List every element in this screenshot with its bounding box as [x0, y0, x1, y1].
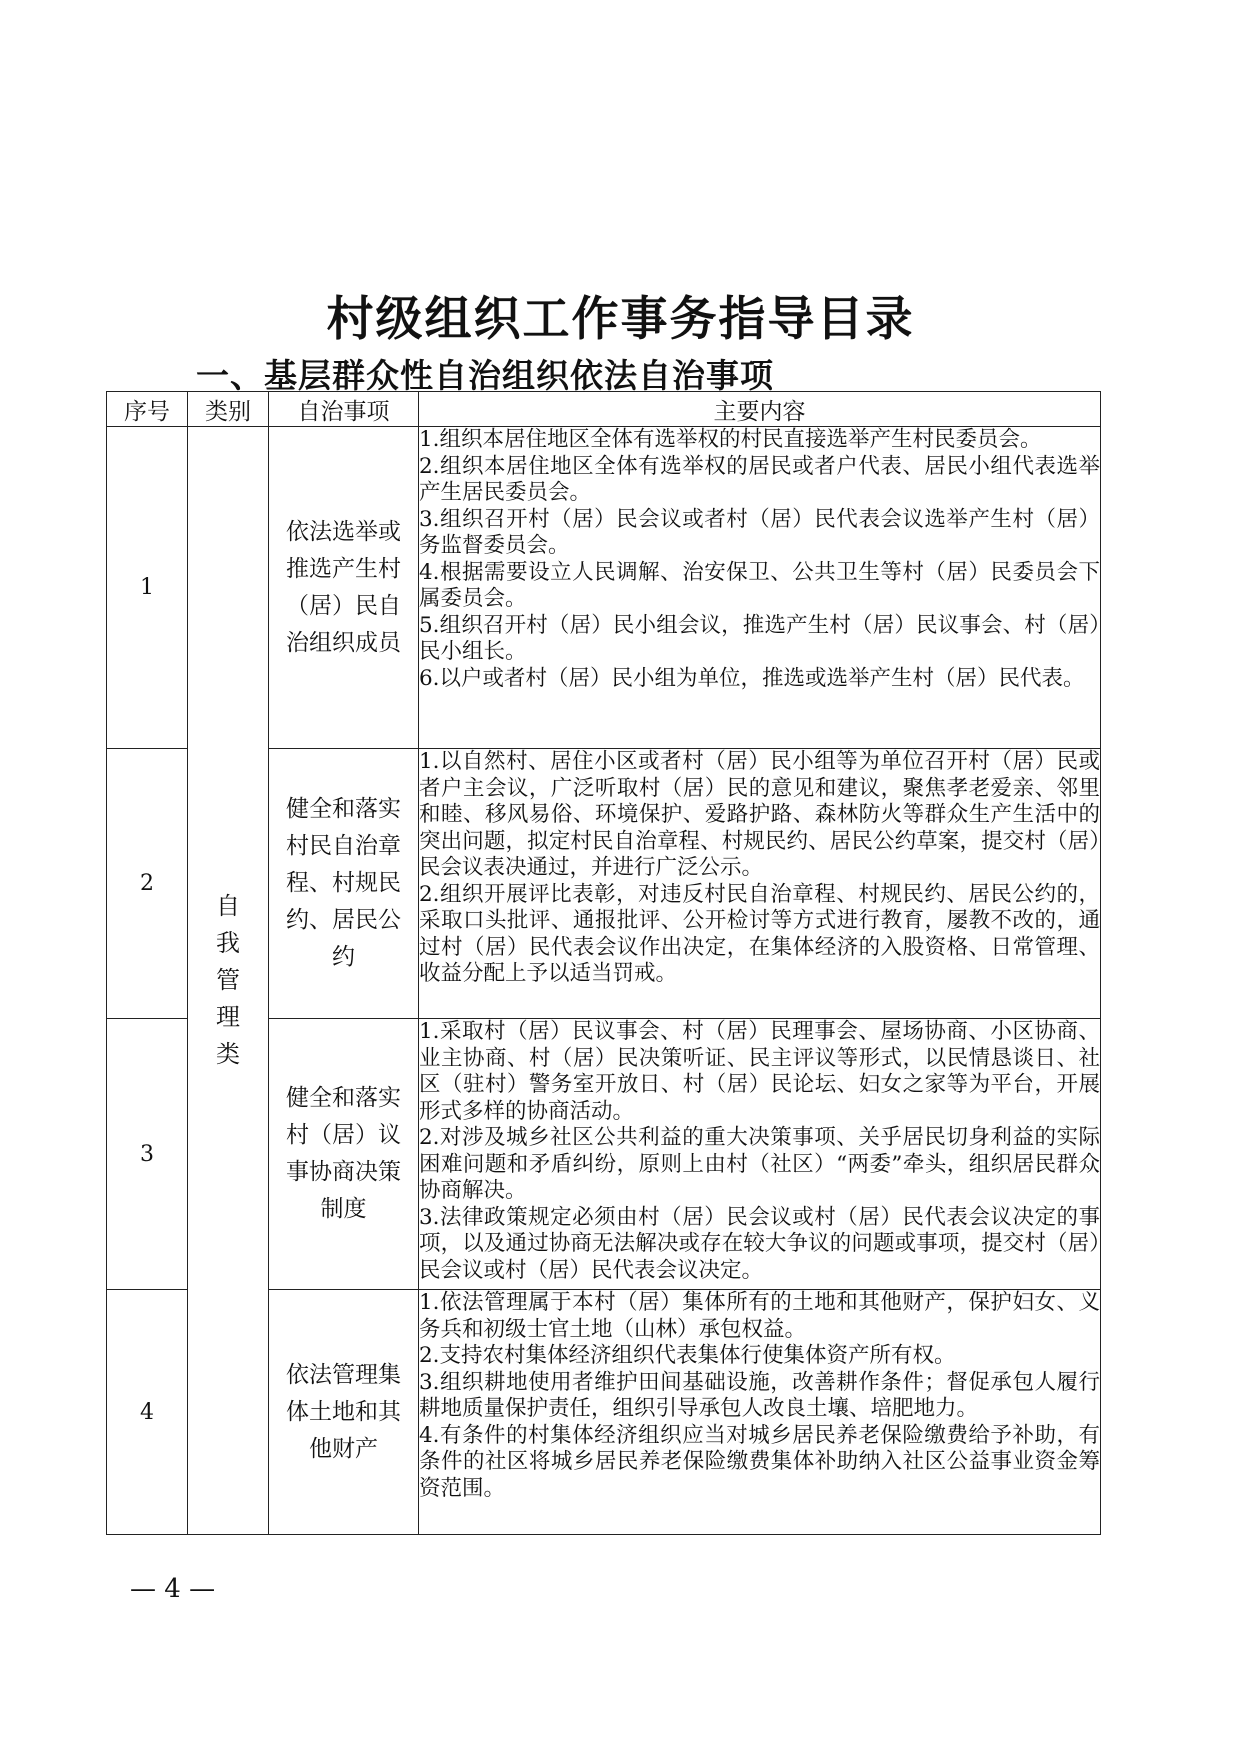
content-cell — [419, 1290, 1101, 1535]
item-cell — [269, 749, 419, 1019]
content-line: 1.组织本居住地区全体有选举权的村民直接选举产生村民委员会。 — [419, 427, 1042, 452]
row-number: 1 — [107, 427, 188, 749]
header-category: 类别 — [188, 392, 269, 427]
header-item: 自治事项 — [269, 392, 419, 427]
content-cell — [419, 1019, 1101, 1290]
item-label: 健全和落实村（居）议事协商决策制度 — [286, 1085, 401, 1222]
item-cell — [269, 1019, 419, 1290]
table-header-row — [107, 392, 1101, 427]
content-line: 3.组织召开村（居）民会议或者村（居）民代表会议选举产生村（居）务监督委员会。 — [419, 506, 1100, 558]
content-line: 6.以户或者村（居）民小组为单位，推选或选举产生村（居）民代表。 — [419, 665, 1085, 691]
table-row — [107, 427, 1101, 749]
content-cell — [419, 749, 1101, 1019]
content-line: 2.对涉及城乡社区公共利益的重大决策事项、关乎居民切身利益的实际困难问题和矛盾纠纷，原则上由村（社区）“两委”牵头，组织居民群众协商解决。 — [419, 1125, 1100, 1203]
content-line: 3.组织耕地使用者维护田间基础设施，改善耕作条件；督促承包人履行耕地质量保护责任，组织引导承包人改良土壤、培肥地力。 — [419, 1369, 1100, 1421]
page-number: — 4 — — [130, 1574, 216, 1604]
row-number: 2 — [107, 749, 188, 1019]
content-cell — [419, 427, 1101, 749]
content-line: 4.有条件的村集体经济组织应当对城乡居民养老保险缴费给予补助，有条件的社区将城乡居民养老保险缴费集体补助纳入社区公益事业资金筹资范围。 — [419, 1422, 1100, 1501]
content-line: 4.根据需要设立人民调解、治安保卫、公共卫生等村（居）民委员会下属委员会。 — [419, 559, 1100, 611]
content-line: 2.组织开展评比表彰，对违反村民自治章程、村规民约、居民公约的，采取口头批评、通报批评、公开检讨等方式进行教育，屡教不改的，通过村（居）民代表会议作出决定，在集体经济的入股资格、日常管理、收益分配上予以适当罚戒。 — [419, 881, 1100, 986]
header-no: 序号 — [107, 392, 188, 427]
section-heading: 一、基层群众性自治组织依法自治事项 — [196, 356, 774, 395]
content-line: 1.采取村（居）民议事会、村（居）民理事会、屋场协商、小区协商、业主协商、村（居）民决策听证、民主评议等形式，以民情恳谈日、社区（驻村）警务室开放日、村（居）民论坛、妇女之家等为平台，开展形式多样的协商活动。 — [419, 1019, 1100, 1124]
content-line: 3.法律政策规定必须由村（居）民会议或村（居）民代表会议决定的事项，以及通过协商无法解决或存在较大争议的问题或事项，提交村（居）民会议或村（居）民代表会议决定。 — [419, 1204, 1100, 1283]
content-line: 2.组织本居住地区全体有选举权的居民或者户代表、居民小组代表选举产生居民委员会。 — [419, 453, 1100, 505]
header-content: 主要内容 — [419, 392, 1101, 427]
catalog-table — [106, 391, 1101, 1535]
category-label: 自我管理类 — [216, 892, 240, 1068]
content-line: 2.支持农村集体经济组织代表集体行使集体资产所有权。 — [419, 1343, 956, 1368]
content-line: 5.组织召开村（居）民小组会议，推选产生村（居）民议事会、村（居）民小组长。 — [419, 612, 1100, 664]
item-cell — [269, 1290, 419, 1535]
content-line: 1.以自然村、居住小区或者村（居）民小组等为单位召开村（居）民或者户主会议，广泛听取村（居）民的意见和建议，聚焦孝老爱亲、邻里和睦、移风易俗、环境保护、爱路护路、森林防火等群众生产生活中的突出问题，拟定村民自治章程、村规民约、居民公约草案，提交村（居）民会议表决通过，并进行广泛公示。 — [419, 749, 1100, 880]
row-number: 3 — [107, 1019, 188, 1290]
document-title: 村级组织工作事务指导目录 — [326, 292, 915, 347]
item-label: 依法管理集体土地和其他财产 — [286, 1361, 401, 1462]
item-cell — [269, 427, 419, 749]
item-label: 依法选举或推选产生村（居）民自治组织成员 — [286, 518, 401, 656]
content-line: 1.依法管理属于本村（居）集体所有的土地和其他财产，保护妇女、义务兵和初级士官土地（山林）承包权益。 — [419, 1290, 1100, 1342]
item-label: 健全和落实村民自治章程、村规民约、居民公约 — [286, 796, 401, 970]
row-number: 4 — [107, 1290, 188, 1535]
category-cell — [188, 427, 269, 1535]
